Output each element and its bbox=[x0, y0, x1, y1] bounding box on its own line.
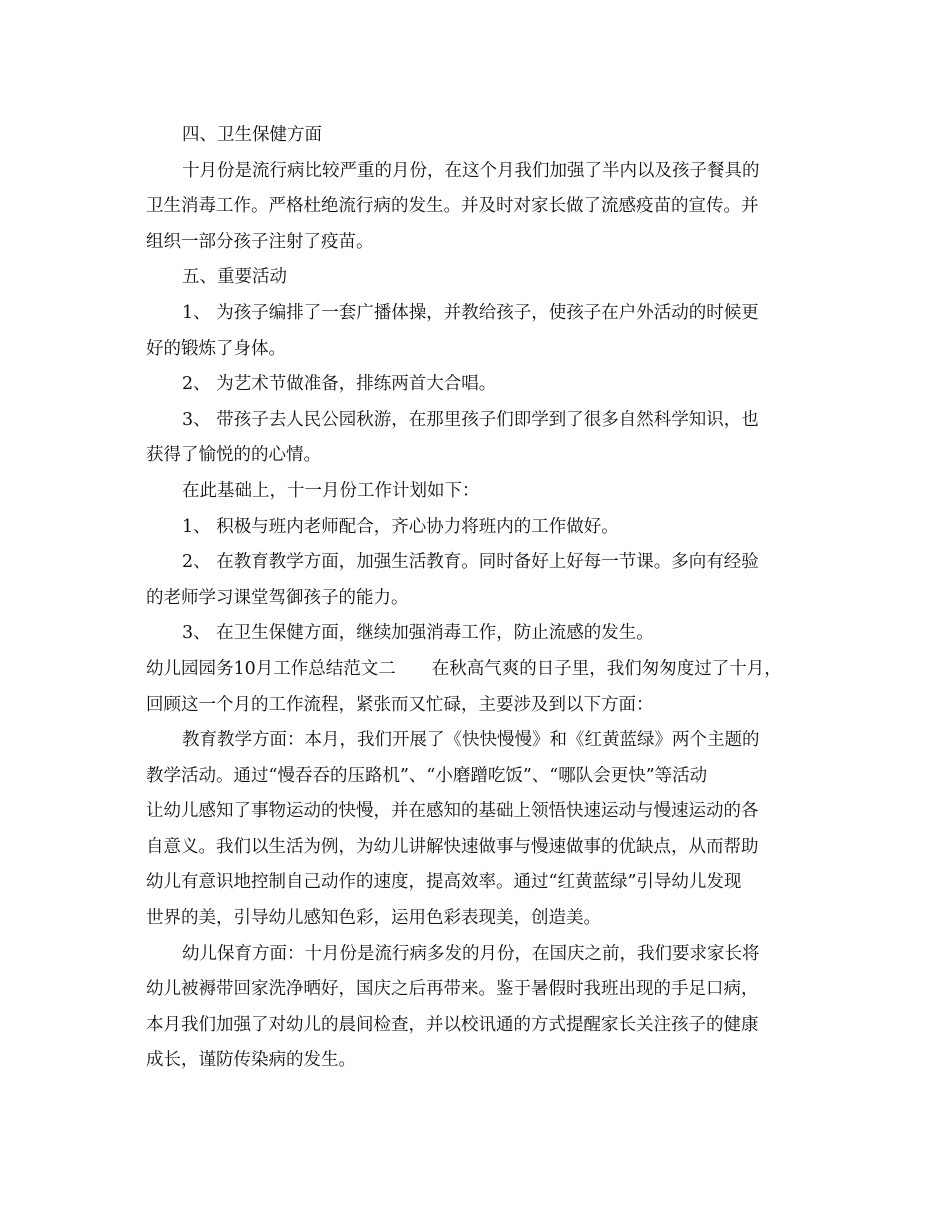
paragraph-line: 幼儿保育方面：十月份是流行病多发的月份，在国庆之前，我们要求家长将 bbox=[182, 943, 760, 964]
list-item-line: 3、 带孩子去人民公园秋游，在那里孩子们即学到了很多自然科学知识，也 bbox=[182, 409, 759, 430]
list-item-line: 好的锻炼了身体。 bbox=[146, 338, 286, 359]
paragraph-line: 本月我们加强了对幼儿的晨间检查，并以校讯通的方式提醒家长关注孩子的健康 bbox=[146, 1014, 759, 1035]
paragraph-line: 成长，谨防传染病的发生。 bbox=[146, 1050, 356, 1071]
section-heading-hygiene: 四、卫生保健方面 bbox=[182, 125, 322, 145]
paragraph-line: 教学活动。通过“慢吞吞的压路机”、“小磨蹭吃饭”、“哪队会更快”等活动 bbox=[146, 765, 708, 786]
article-title-line bbox=[146, 652, 826, 688]
paragraph-line: 自意义。我们以生活为例，为幼儿讲解快速做事与慢速做事的优缺点，从而帮助 bbox=[146, 836, 759, 857]
article-opening: 在秋高气爽的日子里，我们匆匆度过了十月， bbox=[431, 658, 782, 679]
list-item-line: 的老师学习课堂驾御孩子的能力。 bbox=[146, 587, 409, 608]
section-heading-activities: 五、重要活动 bbox=[182, 267, 287, 288]
paragraph-line: 让幼儿感知了事物运动的快慢，并在感知的基础上领悟快速运动与慢速运动的各 bbox=[146, 801, 759, 822]
paragraph-line: 组织一部分孩子注射了疫苗。 bbox=[146, 231, 374, 252]
paragraph-line: 十月份是流行病比较严重的月份，在这个月我们加强了半内以及孩子餐具的 bbox=[182, 160, 760, 181]
paragraph-line: 回顾这一个月的工作流程，紧张而又忙碌，主要涉及到以下方面： bbox=[146, 694, 654, 715]
list-item-line: 2、 在教育教学方面，加强生活教育。同时备好上好每一节课。多向有经验 bbox=[182, 552, 759, 573]
list-item-line: 获得了愉悦的的心情。 bbox=[146, 445, 321, 466]
list-item-line: 1、 积极与班内老师配合，齐心协力将班内的工作做好。 bbox=[182, 516, 619, 537]
document-body bbox=[146, 118, 826, 1079]
list-item-line: 1、 为孩子编排了一套广播体操，并教给孩子，使孩子在户外活动的时候更 bbox=[182, 302, 759, 323]
paragraph-line: 幼儿被褥带回家洗净晒好，国庆之后再带来。鉴于暑假时我班出现的手足口病， bbox=[146, 979, 759, 1000]
list-item-line: 2、 为艺术节做准备，排练两首大合唱。 bbox=[182, 374, 497, 395]
paragraph-line: 卫生消毒工作。严格杜绝流行病的发生。并及时对家长做了流感疫苗的宣传。并 bbox=[146, 196, 759, 217]
list-item-line: 3、 在卫生保健方面，继续加强消毒工作，防止流感的发生。 bbox=[182, 623, 654, 644]
article-title: 幼儿园园务10月工作总结范文二 bbox=[146, 658, 396, 679]
paragraph-line: 教育教学方面：本月，我们开展了《快快慢慢》和《红黄蓝绿》两个主题的 bbox=[182, 730, 760, 751]
plan-intro-line: 在此基础上，十一月份工作计划如下： bbox=[182, 480, 480, 501]
paragraph-line: 世界的美，引导幼儿感知色彩，运用色彩表现美，创造美。 bbox=[146, 908, 601, 929]
paragraph-line: 幼儿有意识地控制自己动作的速度，提高效率。通过“红黄蓝绿”引导幼儿发现 bbox=[146, 872, 742, 893]
